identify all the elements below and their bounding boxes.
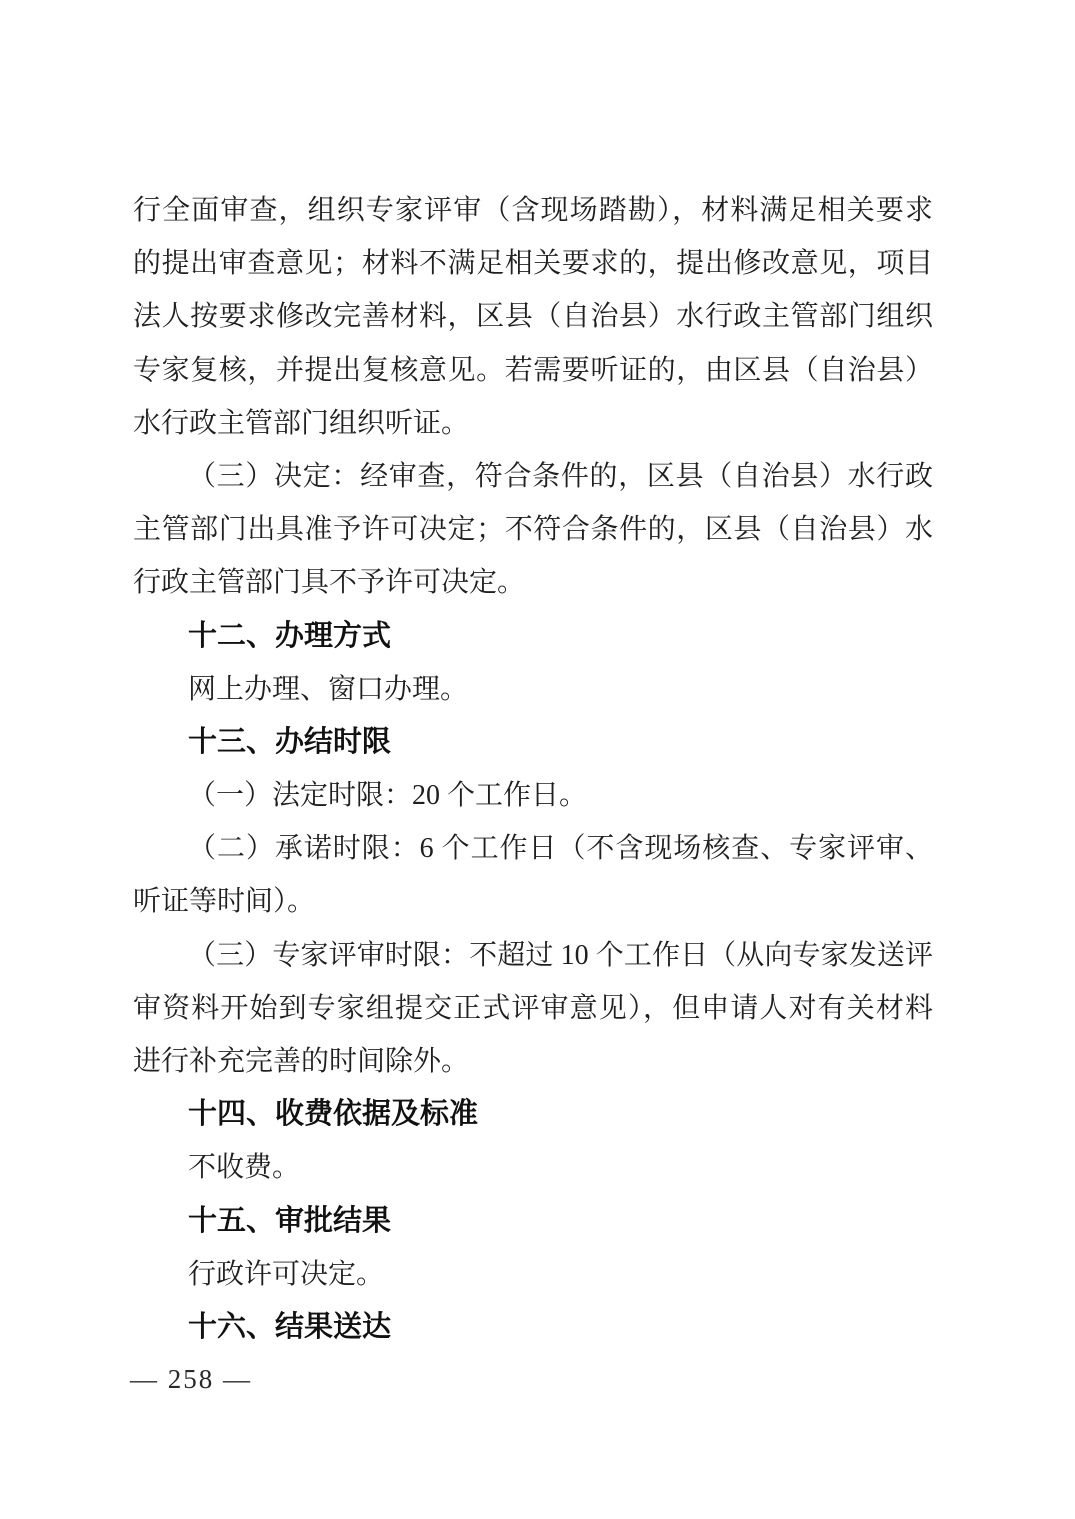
- text-line: 行政主管部门具不予许可决定。: [133, 567, 526, 599]
- section-heading: 十六、结果送达: [188, 1310, 392, 1343]
- text-line: 网上办理、窗口办理。: [188, 673, 469, 705]
- text-line: 水行政主管部门组织听证。: [133, 407, 470, 439]
- text-line: 审资料开始到专家组提交正式评审意见），但申请人对有关材料: [133, 992, 933, 1024]
- section-heading: 十四、收费依据及标准: [188, 1098, 479, 1131]
- text-line: 的提出审查意见；材料不满足相关要求的，提出修改意见，项目: [133, 248, 933, 280]
- text-line: 不收费。: [188, 1152, 301, 1184]
- text-line: （三）决定：经审查，符合条件的，区县（自治县）水行政: [188, 460, 933, 492]
- text-line: （三）专家评审时限：不超过 10 个工作日（从向专家发送评: [188, 939, 933, 971]
- text-line: 主管部门出具准予许可决定；不符合条件的，区县（自治县）水: [133, 514, 933, 546]
- section-heading: 十五、审批结果: [188, 1204, 392, 1237]
- text-line: 进行补充完善的时间除外。: [133, 1046, 470, 1077]
- text-line: （二）承诺时限：6 个工作日（不含现场核查、专家评审、: [188, 833, 933, 865]
- section-heading: 十二、办理方式: [188, 619, 392, 652]
- text-line: 行全面审查，组织专家评审（含现场踏勘），材料满足相关要求: [133, 195, 933, 226]
- text-line: （一）法定时限：20 个工作日。: [188, 780, 588, 812]
- text-line: 法人按要求修改完善材料，区县（自治县）水行政主管部门组织: [133, 301, 933, 333]
- text-line: 专家复核，并提出复核意见。若需要听证的，由区县（自治县）: [133, 354, 933, 386]
- page-number: — 258 —: [130, 1364, 252, 1394]
- section-heading: 十三、办结时限: [188, 725, 392, 758]
- document-body: [133, 184, 933, 1354]
- text-line: 听证等时间）。: [133, 886, 316, 918]
- text-line: 行政许可决定。: [188, 1258, 385, 1290]
